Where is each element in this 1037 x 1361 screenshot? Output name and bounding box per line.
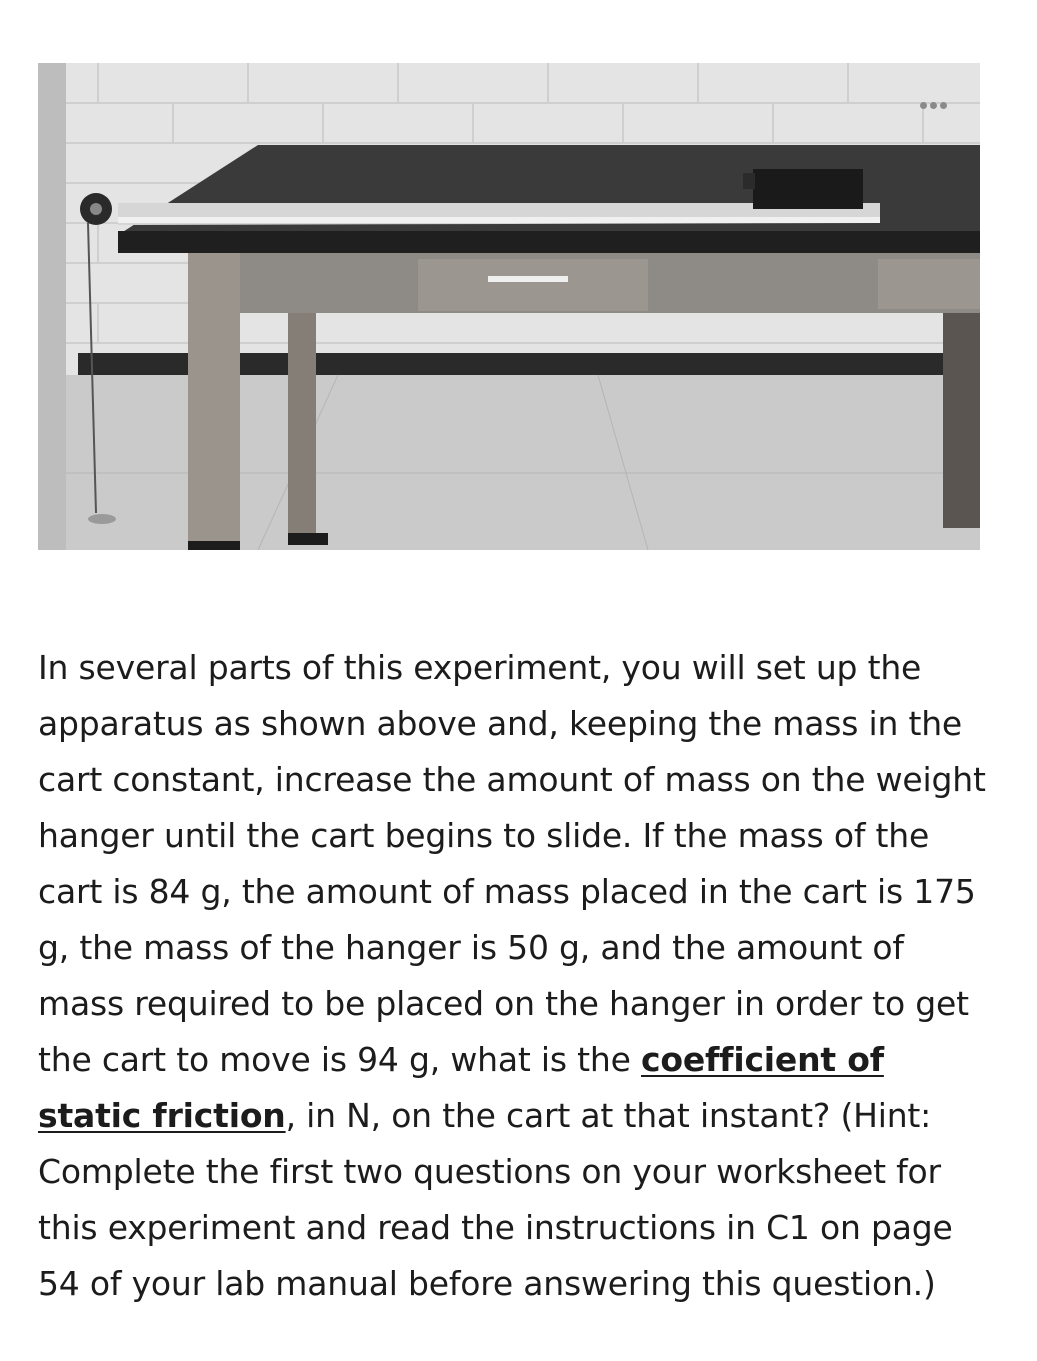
dot — [930, 102, 937, 109]
question-text — [38, 640, 988, 1312]
coefficient-of-static-friction-link[interactable]: coefficient of static friction — [38, 1040, 884, 1135]
experiment-photo — [38, 63, 980, 550]
dot — [920, 102, 927, 109]
question-part-2: , in N, on the cart at that instant? (Hint: Complete the first two questions on your worksheet for this experiment and read the instructions in C1 on page 54 of your lab manual before answering this question.) — [38, 1096, 953, 1303]
lab-table-illustration — [38, 63, 980, 550]
dot — [940, 102, 947, 109]
question-part-1: In several parts of this experiment, you will set up the apparatus as shown above and, keeping the mass in the cart constant, increase the amount of mass on the weight hanger until the cart begins to slide. If the mass of the cart is 84 g, the amount of mass placed in the cart is 175 g, the mass of the hanger is 50 g, and the amount of mass required to be placed on the hanger in order to get the cart to move is 94 g, what is the — [38, 648, 986, 1079]
more-options-icon[interactable] — [916, 99, 950, 111]
